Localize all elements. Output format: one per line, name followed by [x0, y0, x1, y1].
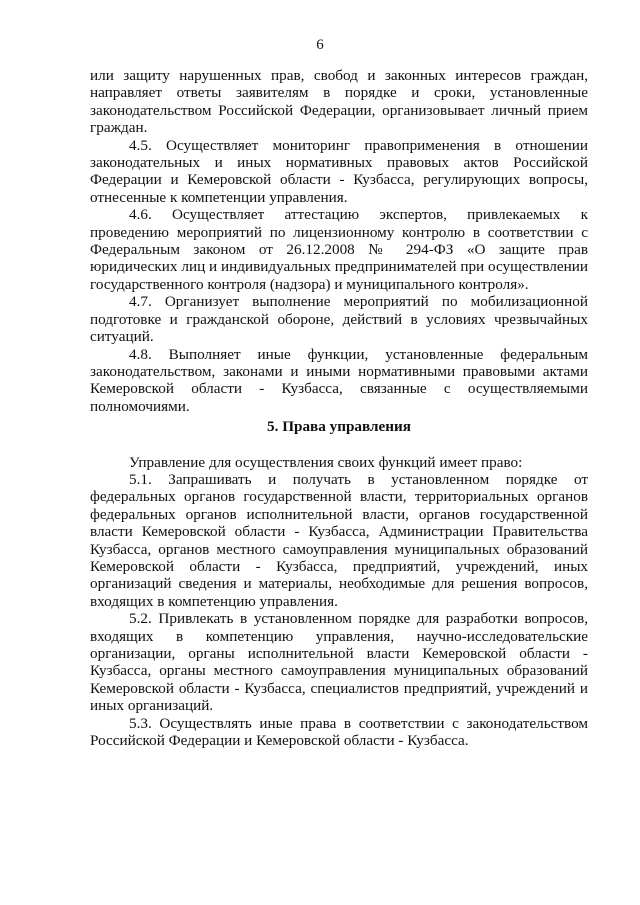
paragraph-continuation: или защиту нарушенных прав, свобод и законных интересов граждан, направляет ответы заявителям в порядке и сроки, установленные законодательством Российской Федерации, организовывает личный прием граждан.: [90, 67, 588, 137]
section-title: 5. Права управления: [267, 418, 411, 436]
paragraph-4-8: 4.8. Выполняет иные функции, установленные федеральным законодательством, законами и иными нормативными правовыми актами Кемеровской области - Кузбасса, связанные с осуществляемыми полномочиями.: [90, 345, 588, 415]
section-intro: Управление для осуществления своих функций имеет право:: [129, 453, 523, 471]
paragraph-5-3: 5.3. Осуществлять иные права в соответствии с законодательством Российской Федерации и Кемеровской области - Кузбасса.: [90, 714, 588, 750]
paragraph-4-6: 4.6. Осуществляет аттестацию экспертов, привлекаемых к проведению мероприятий по лицензионному контролю в соответствии с Федеральным законом от 26.12.2008 № 294-ФЗ «О защите прав юридических лиц и индивидуальных предпринимателей при осуществлении государственного контроля (надзора) и муниципального контроля».: [90, 206, 588, 293]
paragraph-4-7: 4.7. Организует выполнение мероприятий по мобилизационной подготовке и гражданской обороне, действий в условиях чрезвычайных ситуаций.: [90, 293, 588, 346]
paragraph-4-5: 4.5. Осуществляет мониторинг правоприменения в отношении законодательных и иных нормативных правовых актов Российской Федерации и Кемеровской области - Кузбасса, регулирующих вопросы, отнесенные к компетенции управления.: [90, 136, 588, 206]
document-body: [90, 67, 588, 749]
paragraph-5-1: 5.1. Запрашивать и получать в установленном порядке от федеральных органов государственной власти, территориальных органов федеральных органов исполнительной власти, органов государственной власти Кемеровской области - Кузбасса, Администрации Правительства Кузбасса, органов местного самоуправления муниципальных образований Кемеровской области - Кузбасса, предприятий, учреждений, иных организаций сведения и материалы, необходимые для решения вопросов, входящих в компетенцию управления.: [90, 470, 588, 610]
paragraph-5-2: 5.2. Привлекать в установленном порядке для разработки вопросов, входящих в компетенцию управления, научно-исследовательские организации, органы исполнительной власти Кемеровской области - Кузбасса, органы местного самоуправления муниципальных образований Кемеровской области - Кузбасса, специалистов предприятий, учреждений и иных организаций.: [90, 610, 588, 715]
page-number: 6: [316, 37, 324, 53]
